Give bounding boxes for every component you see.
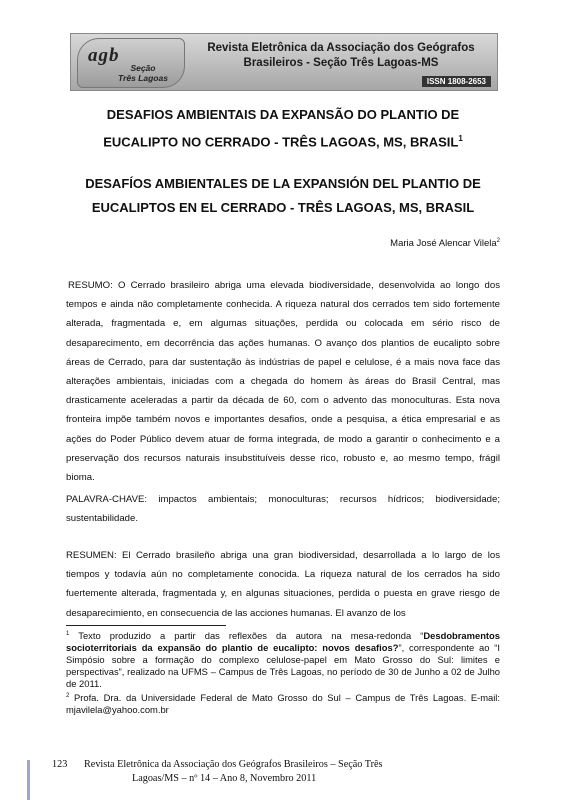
author-name-text: Maria José Alencar Vilela bbox=[390, 238, 497, 250]
logo-sub-line1: Seção bbox=[130, 63, 156, 73]
journal-title-line1: Revista Eletrônica da Associação dos Geógrafos bbox=[207, 42, 475, 54]
margin-bar bbox=[27, 760, 30, 800]
title-es-line2: EUCALIPTOS EN EL CERRADO - TRÊS LAGOAS, MS, BRASIL bbox=[91, 200, 475, 215]
journal-title bbox=[191, 41, 491, 71]
footnote-1-text-a: Texto produzido a partir das reflexões da autora na mesa-redonda “ bbox=[69, 630, 424, 642]
abstract-spanish: RESUMEN: El Cerrado brasileño abriga una gran biodiversidad, desarrollada a lo largo de los tiempos y todavía aún no completamente conocida. La riqueza natural de los cerrados ha sido fuertemente alterada, fragmentada y, en algunas situaciones, perdida o puesta en grave riesgo de desaparecimiento, en consecuencia de las acciones humanas. El avanzo de los bbox=[66, 550, 500, 619]
page-number: 123 bbox=[52, 759, 68, 770]
footnote-1-text-b: ”, correspondente ao “I Simpósio sobre a formação do complexo celulose-papel em Mato Grosso do Sul: limites e perspectivas”, realizado na UFMS – Campus de Três Lagoas, no período de 30 de Junho a 02 de Julho de 2011. bbox=[66, 642, 500, 690]
footnote-1-bold: Desdobramentos socioterritoriais da expansão do plantio de eucalipto: novos desafios? bbox=[66, 630, 500, 654]
abstract-portuguese: RESUMO: O Cerrado brasileiro abriga uma elevada biodiversidade, desenvolvida ao longo dos tempos e ainda não completamente conhecida. A riqueza natural dos cerrados tem sido fortemente alterada, fragmentada e, em algumas situações, perdida ou colocada em sério risco de desaparecimento, em decorrência das ações humanas. O avanço dos plantios de eucalipto sobre áreas de Cerrado, para dar sustentação às indústrias de papel e celulose, é a mais nova face das alterações ambientais, iniciadas com a chegada do homem às áreas do Brasil Central, mas drasticamente aceleradas a partir da década de 60, com o advento das monoculturas. Esta nova fronteira impõe também novos e importantes desafios, onde a pesquisa, a ética empresarial e as ações do Poder Público devem atuar de forma integrada, de modo a garantir o conhecimento e a preservação dos recursos naturais insubstituíveis desse rico, robusto e, ao mesmo tempo, frágil bioma. bbox=[66, 280, 500, 484]
logo-subtitle bbox=[118, 63, 168, 83]
footnote-divider bbox=[66, 625, 226, 626]
title-spanish bbox=[60, 172, 506, 220]
agb-logo bbox=[77, 38, 185, 88]
logo-sub-line2: Três Lagoas bbox=[118, 73, 168, 83]
journal-header-banner bbox=[70, 33, 498, 91]
issn-badge: ISSN 1808-2653 bbox=[422, 76, 491, 87]
footnote-2 bbox=[66, 690, 500, 716]
footer-line1: Revista Eletrônica da Associação dos Geógrafos Brasileiros – Seção Três bbox=[84, 759, 383, 770]
footnote-2-mark: 2 bbox=[66, 693, 70, 700]
footnote-2-text: Profa. Dra. da Universidade Federal de Mato Grosso do Sul – Campus de Três Lagoas. E-mail: mjavilela@yahoo.com.br bbox=[66, 692, 500, 716]
page-footer bbox=[52, 758, 472, 786]
title-pt-line1: DESAFIOS AMBIENTAIS DA EXPANSÃO DO PLANTIO DE bbox=[106, 107, 460, 122]
keywords: PALAVRA-CHAVE: impactos ambientais; monoculturas; recursos hídricos; biodiversidade; sustentabilidade. bbox=[66, 494, 500, 525]
title-es-line1: DESAFÍOS AMBIENTALES DE LA EXPANSIÓN DEL PLANTIO DE bbox=[85, 176, 481, 191]
title-pt-line2: EUCALIPTO NO CERRADO - TRÊS LAGOAS, MS, BRASIL bbox=[103, 134, 459, 150]
logo-text: agb bbox=[88, 45, 120, 66]
title-portuguese bbox=[60, 103, 506, 154]
journal-title-line2: Brasileiros - Seção Três Lagoas-MS bbox=[243, 57, 439, 69]
footnote-1-mark: 1 bbox=[66, 631, 70, 637]
title-footnote-mark[interactable]: 1 bbox=[458, 134, 463, 143]
author-name bbox=[390, 238, 500, 249]
footer-line2: Lagoas/MS – nº 14 – Ano 8, Novembro 2011 bbox=[132, 773, 317, 784]
author-footnote-mark[interactable]: 2 bbox=[496, 238, 500, 244]
footnote-1 bbox=[66, 628, 500, 690]
footnotes bbox=[66, 628, 500, 716]
